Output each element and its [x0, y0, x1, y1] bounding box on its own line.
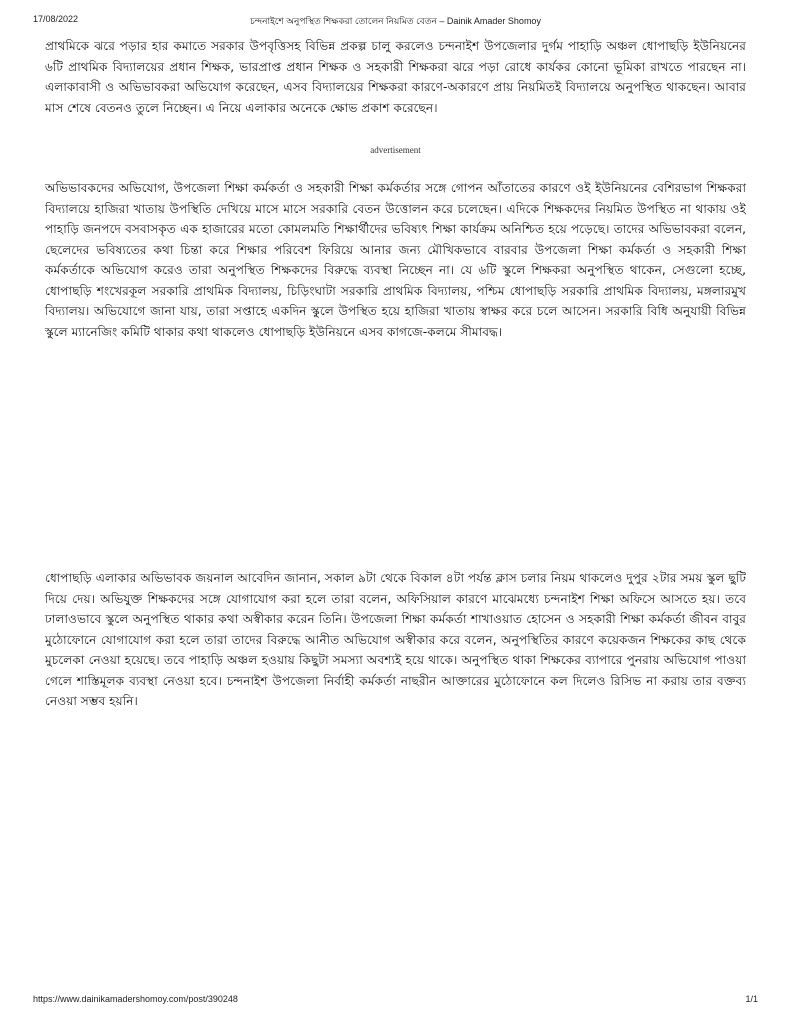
article-paragraph-1: প্রাথমিকে ঝরে পড়ার হার কমাতে সরকার উপবৃত্তিসহ বিভিন্ন প্রকল্প চালু করলেও চন্দনাইশ উপজেলার দুর্গম পাহাড়ি অঞ্চল ধোপাছড়ি ইউনিয়নের ৬টি প্রাথমিক বিদ্যালয়ের প্রধান শিক্ষক, ভারপ্রাপ্ত প্রধান শিক্ষক ও সহকারী শিক্ষকরা ঝরে পড়া রোধে কার্যকর কোনো ভূমিকা রাখতে পারছেন না। এলাকাবাসী ও অভিভাবকরা অভিযোগ করেছেন, এসব বিদ্যালয়ের শিক্ষকরা কারণে-অকারণে প্রায় নিয়মিতই বিদ্যালয়ে অনুপস্থিত থাকছেন। আবার মাস শেষে বেতনও তুলে নিচ্ছেন। এ নিয়ে এলাকার অনেকে ক্ষোভ প্রকাশ করেছেন। [45, 39, 746, 115]
page-url[interactable]: https://www.dainikamadershomoy.com/post/390248 [33, 994, 238, 1004]
article-paragraph-3: ধোপাছড়ি এলাকার অভিভাবক জয়নাল আবেদিন জানান, সকাল ৯টা থেকে বিকাল ৪টা পর্যন্ত ক্লাস চলার নিয়ম থাকলেও দুপুর ২টার সময় স্কুল ছুটি দিয়ে দেয়। অভিযুক্ত শিক্ষকদের সঙ্গে যোগাযোগ করা হলে তারা বলেন, অফিসিয়াল কারণে মাঝেমধ্যে চন্দনাইশ শিক্ষা অফিসে আসতে হয়। তবে ঢালাওভাবে স্কুলে অনুপস্থিত থাকার কথা অস্বীকার করেন তিনি। উপজেলা শিক্ষা কর্মকর্তা শাখাওয়াত হোসেন ও সহকারী শিক্ষা কর্মকর্তা জীবন বাবুর মুঠোফোনে যোগাযোগ করা হলে তারা তাদের বিরুদ্ধে আনীত অভিযোগ অস্বীকার করে বলেন, অনুপস্থিতির কারণে কয়েকজন শিক্ষকের কাছ থেকে মুচলেকা নেওয়া হয়েছে। তবে পাহাড়ি অঞ্চল হওয়ায় কিছুটা সমস্যা অবশ্যই হয়ে থাকে। অনুপস্থিত থাকা শিক্ষকের ব্যাপারে পুনরায় অভিযোগ পাওয়া গেলে শাস্তিমূলক ব্যবস্থা নেওয়া হবে। চন্দনাইশ উপজেলা নির্বাহী কর্মকর্তা নাছরীন আক্তারের মুঠোফোনে কল দিলেও রিসিভ না করায় তার বক্তব্য নেওয়া সম্ভব হয়নি। [45, 571, 746, 708]
print-date: 17/08/2022 [33, 14, 79, 24]
article-paragraph-2: অভিভাবকদের অভিযোগ, উপজেলা শিক্ষা কর্মকর্তা ও সহকারী শিক্ষা কর্মকর্তার সঙ্গে গোপন আঁতাতের কারণে ওই ইউনিয়নের বেশিরভাগ শিক্ষকরা বিদ্যালয়ে হাজিরা খাতায় উপস্থিতি দেখিয়ে মাসে মাসে সরকারি বেতন উত্তোলন করে চলেছেন। এদিকে শিক্ষকদের নিয়মিত উপস্থিত না থাকায় ওই পাহাড়ি জনপদে বসবাসকৃত এক হাজারের মতো কোমলমতি শিক্ষার্থীদের ভবিষ্যৎ শিক্ষা কার্যক্রম অনিশ্চিত হয়ে পড়েছে। তাদের অভিভাবকরা বলেন, ছেলেদের ভবিষ্যতের কথা চিন্তা করে শিক্ষার পরিবেশ ফিরিয়ে আনার জন্য মৌখিকভাবে বারবার উপজেলা শিক্ষা কর্মকর্তা ও সহকারী শিক্ষা কর্মকর্তাকে অভিযোগ করেও তারা অনুপস্থিত শিক্ষকদের বিরুদ্ধে ব্যবস্থা নিচ্ছেন না। যে ৬টি স্কুলে শিক্ষকরা অনুপস্থিত থাকেন, সেগুলো হচ্ছে, ধোপাছড়ি শংখেরকূল সরকারি প্রাথমিক বিদ্যালয়, চিড়িংঘাটা সরকারি প্রাথমিক বিদ্যালয়, পশ্চিম ধোপাছড়ি সরকারি প্রাথমিক বিদ্যালয়, মঙ্গলারমুখ বিদ্যালয়। অভিযোগে জানা যায়, তারা সপ্তাহে একদিন স্কুলে উপস্থিত হয়ে হাজিরা খাতায় স্বাক্ষর করে চলে আসেন। সরকারি বিধি অনুযায়ী বিভিন্ন স্কুলে ম্যানেজিং কমিটি থাকার কথা থাকলেও ধোপাছড়ি ইউনিয়নে এসব কাগজে-কলমে সীমাবদ্ধ। [45, 181, 746, 339]
page-number: 1/1 [745, 994, 758, 1004]
advertisement-label: advertisement [370, 145, 421, 155]
page-title: চন্দনাইশে অনুপস্থিত শিক্ষকরা তোলেন নিয়মিত বেতন – Dainik Amader Shomoy [250, 16, 541, 26]
